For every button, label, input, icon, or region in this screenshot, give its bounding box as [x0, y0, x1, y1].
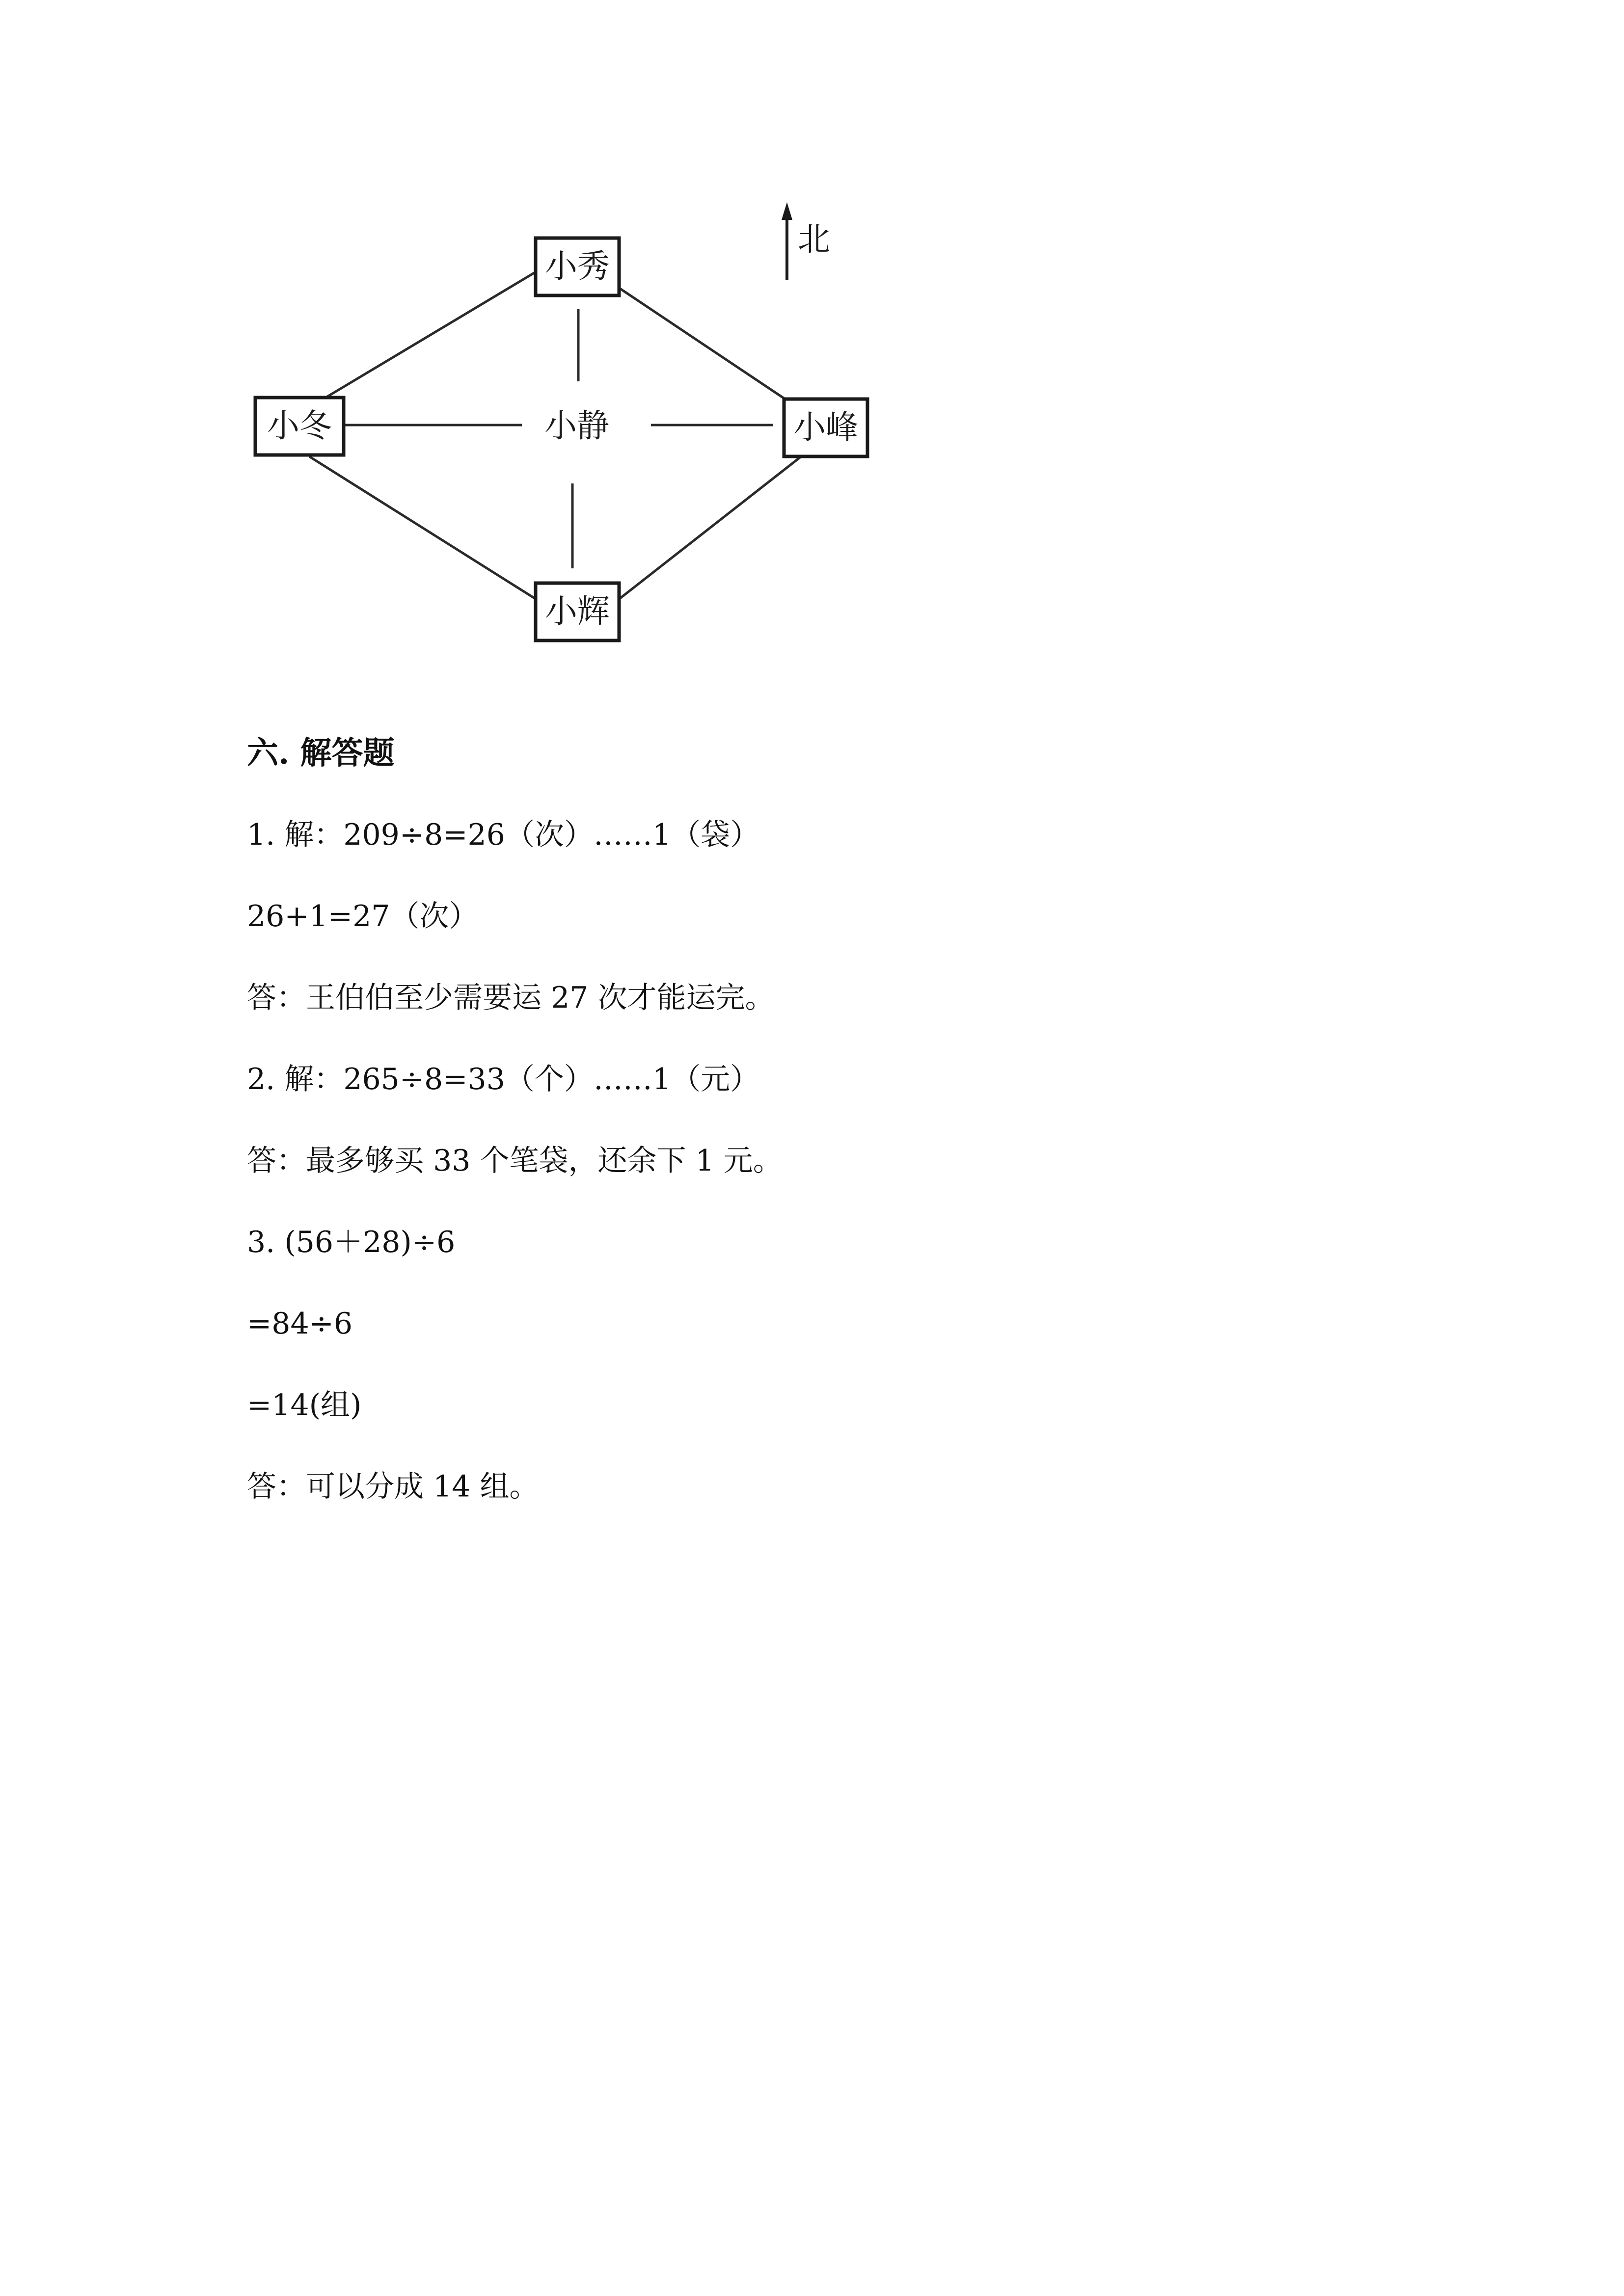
answer-line: 答：最多够买 33 个笔袋，还余下 1 元。: [247, 1144, 783, 1178]
answer-line: 26+1=27（次）: [247, 899, 479, 934]
position-diagram: [0, 0, 1624, 687]
north-arrow-head: [782, 202, 792, 220]
edge-xiaodong-xiaohui: [309, 456, 535, 598]
edge-xiaoxiu-xiaodong: [309, 271, 537, 407]
edge-xiaoxiu-xiaofeng: [620, 289, 801, 410]
answer-line: 答：可以分成 14 组。: [247, 1469, 539, 1504]
node-label-xiaodong: 小冬: [267, 407, 332, 445]
answer-section: [247, 731, 1425, 1546]
north-arrow: [782, 202, 830, 280]
node-xiaofeng: [784, 399, 867, 456]
answer-line: 1. 解：209÷8=26（次）……1（袋）: [247, 818, 760, 852]
answer-line: 2. 解：265÷8=33（个）……1（元）: [247, 1062, 760, 1096]
answer-line: =14(组): [247, 1388, 362, 1422]
node-xiaohui: [536, 583, 619, 641]
node-label-xiaohui: 小辉: [545, 592, 610, 630]
node-xiaoxiu: [536, 238, 619, 295]
node-label-xiaofeng: 小峰: [793, 408, 858, 446]
edge-xiaofeng-xiaohui: [620, 456, 801, 598]
answer-line: =84÷6: [247, 1307, 353, 1341]
north-label: 北: [798, 220, 830, 258]
node-xiaojing: [533, 397, 621, 452]
answer-line: 答：王伯伯至少需要运 27 次才能运完。: [247, 981, 775, 1015]
node-label-xiaojing: 小静: [544, 407, 609, 445]
answer-line: 3. (56＋28)÷6: [247, 1225, 456, 1259]
section-title: 六. 解答题: [247, 735, 395, 772]
node-xiaodong: [255, 398, 344, 455]
node-label-xiaoxiu: 小秀: [545, 247, 610, 285]
